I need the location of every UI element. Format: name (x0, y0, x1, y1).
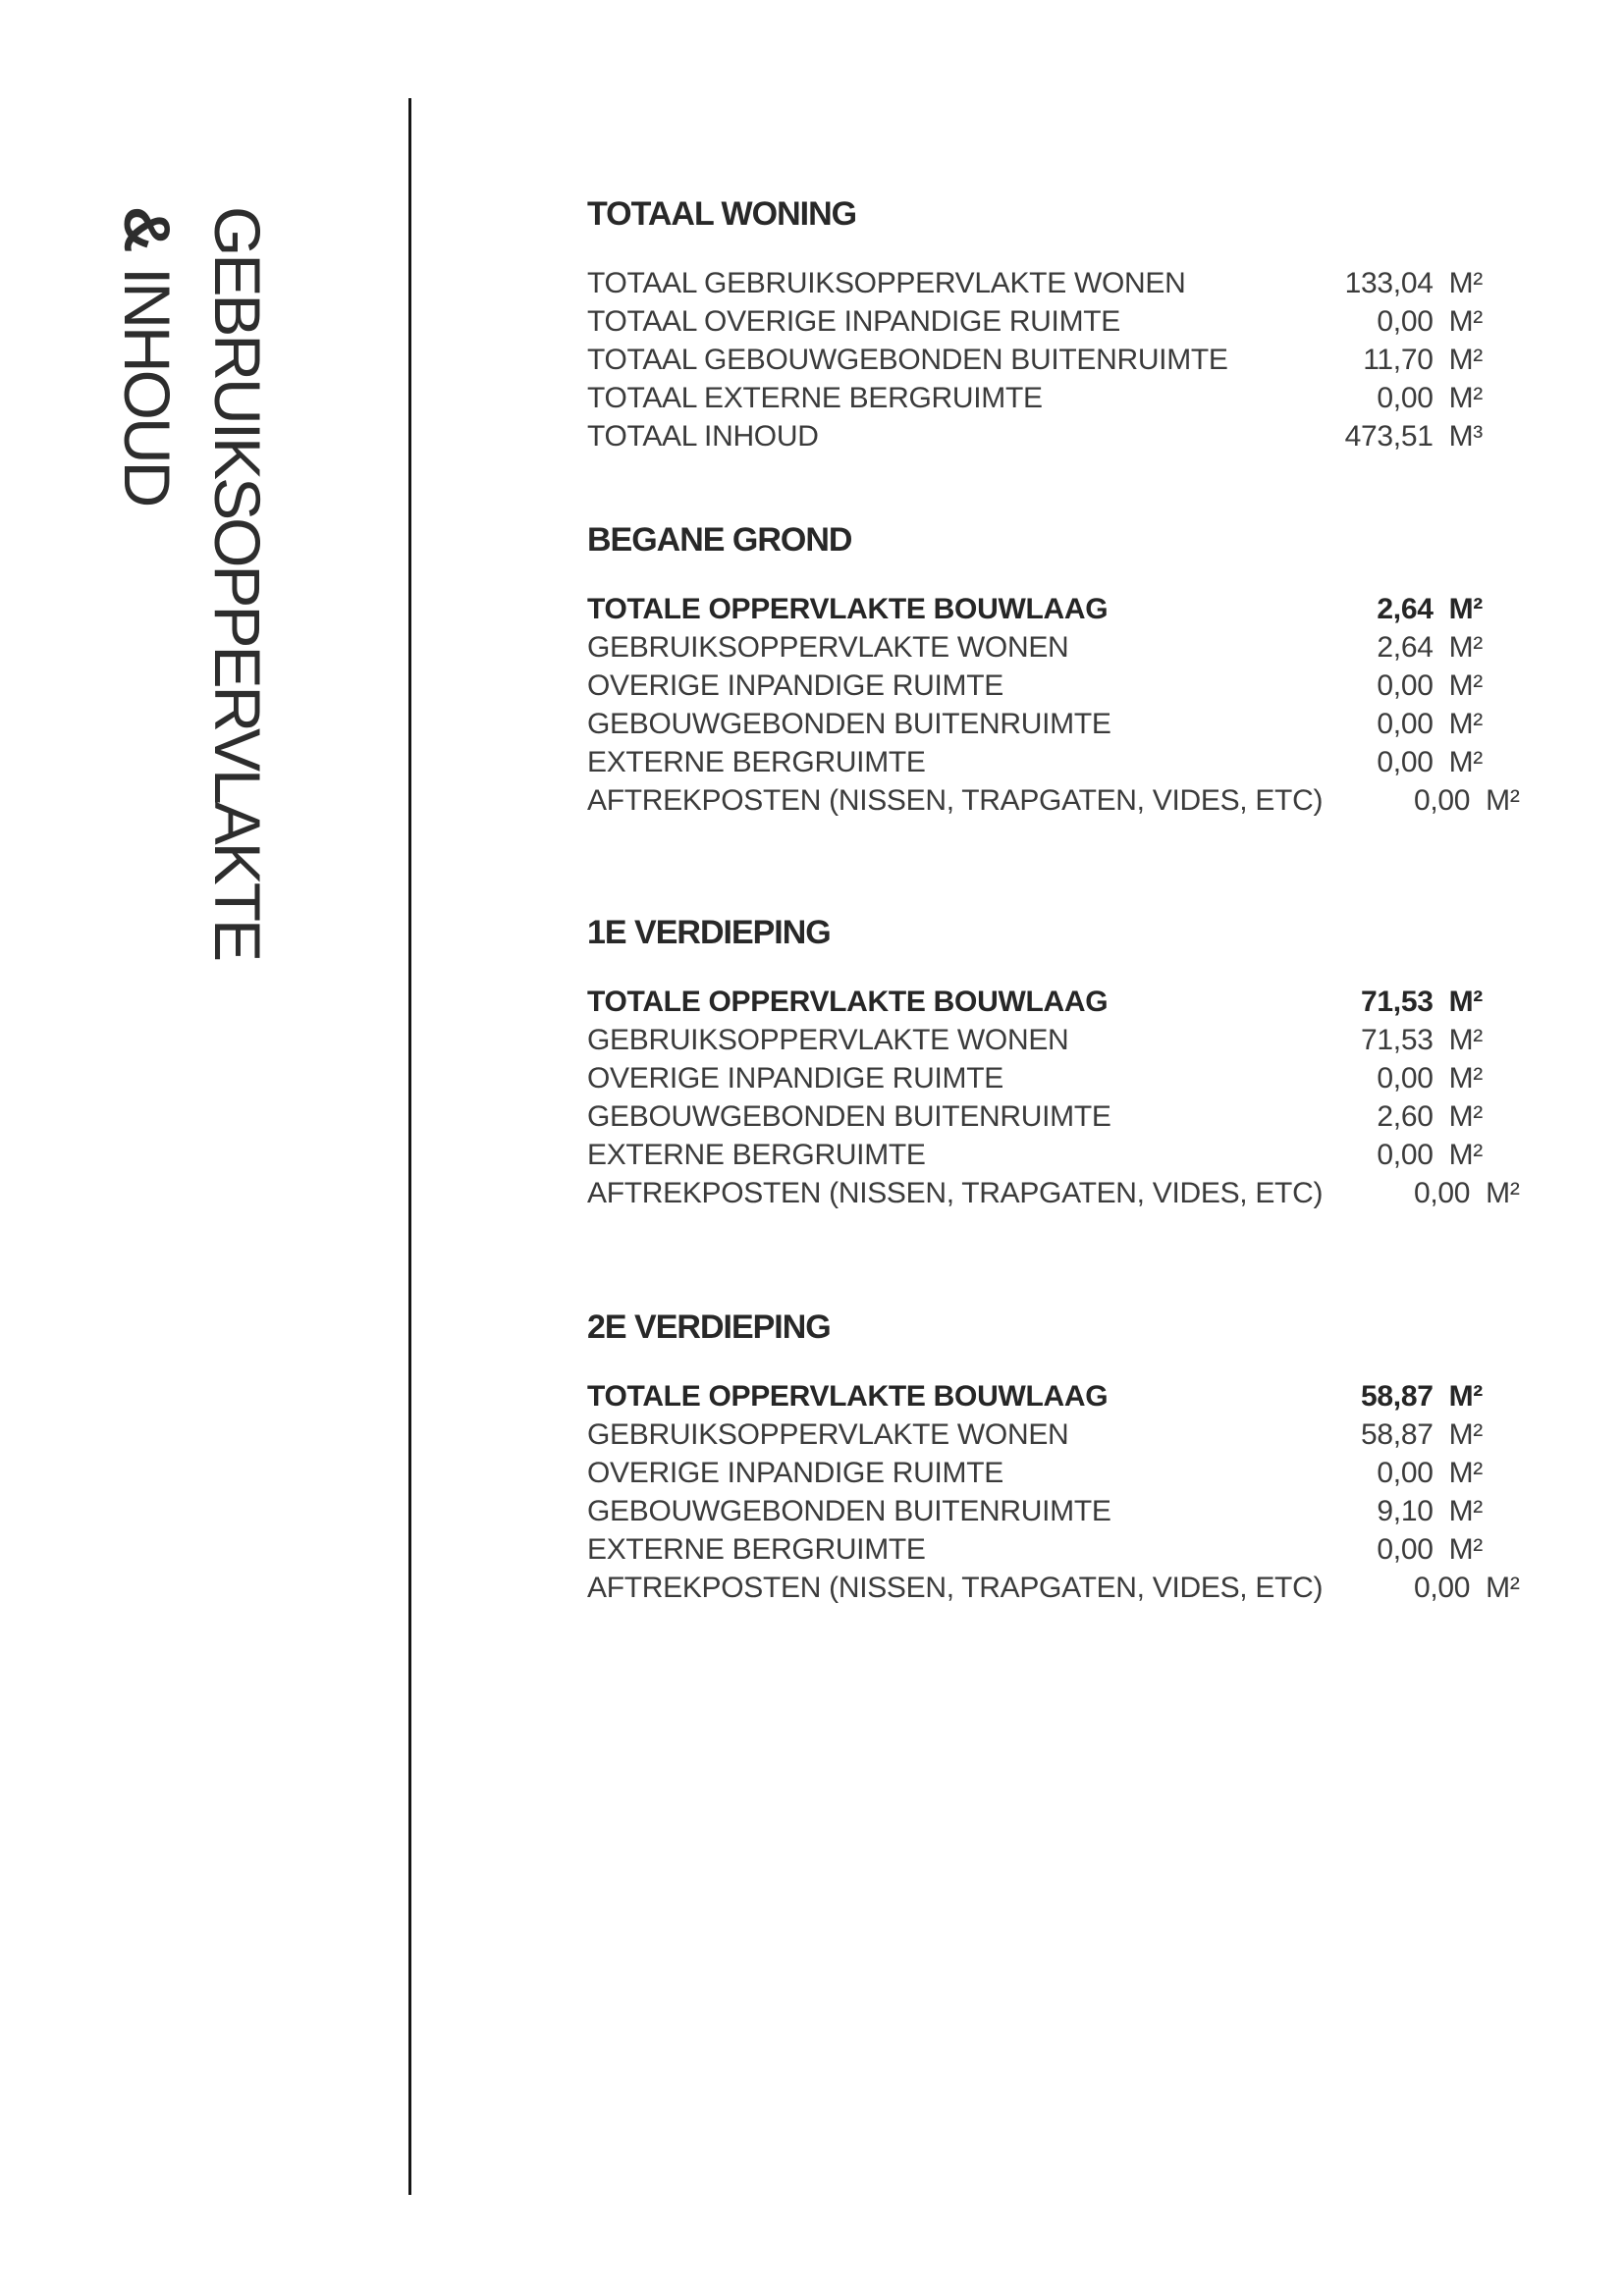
row-value: 11,70 (1363, 344, 1434, 376)
row-value: 2,64 (1377, 593, 1434, 625)
section-title: 2E VERDIEPING (587, 1308, 831, 1346)
section-begane-grond (587, 516, 1520, 820)
section-2e-verdieping (587, 1304, 1520, 1607)
row-value: 71,53 (1361, 1024, 1434, 1056)
table-row (587, 1569, 1520, 1607)
row-unit: M² (1448, 1100, 1483, 1133)
row-value: 2,64 (1377, 631, 1434, 664)
table-row (587, 1174, 1520, 1212)
row-value: 9,10 (1377, 1495, 1434, 1527)
row-value: 0,00 (1377, 669, 1434, 702)
row-label: TOTAAL GEBRUIKSOPPERVLAKTE WONEN (587, 267, 1186, 299)
row-value: 0,00 (1377, 1062, 1434, 1095)
row-label: OVERIGE INPANDIGE RUIMTE (587, 1457, 1003, 1489)
row-label: TOTAAL GEBOUWGEBONDEN BUITENRUIMTE (587, 344, 1228, 376)
row-value: 0,00 (1413, 1572, 1471, 1604)
row-label: TOTALE OPPERVLAKTE BOUWLAAG (587, 1380, 1109, 1413)
table-row (587, 781, 1520, 820)
row-unit: M² (1448, 1139, 1483, 1171)
row-label: TOTALE OPPERVLAKTE BOUWLAAG (587, 593, 1109, 625)
section-1e-verdieping (587, 909, 1520, 1212)
row-unit: M² (1448, 1062, 1483, 1095)
row-value: 58,87 (1361, 1418, 1434, 1451)
table-row (587, 1454, 1483, 1492)
row-label: GEBRUIKSOPPERVLAKTE WONEN (587, 1418, 1069, 1451)
section-title: 1E VERDIEPING (587, 914, 831, 951)
ampersand: & (111, 206, 184, 252)
row-unit: M² (1448, 1380, 1483, 1413)
row-value: 0,00 (1413, 784, 1471, 817)
table-row (587, 1097, 1483, 1136)
row-unit: M² (1486, 1177, 1520, 1209)
row-unit: M² (1448, 593, 1483, 625)
row-value: 0,00 (1377, 708, 1434, 740)
row-value: 58,87 (1361, 1380, 1434, 1413)
section-title: BEGANE GROND (587, 521, 852, 559)
table-row (587, 743, 1483, 781)
table-row (587, 1492, 1483, 1530)
row-label: GEBRUIKSOPPERVLAKTE WONEN (587, 631, 1069, 664)
side-title-line2 (102, 206, 192, 959)
side-title-line1: GEBRUIKSOPPERVLAKTE (201, 206, 274, 960)
row-label: OVERIGE INPANDIGE RUIMTE (587, 669, 1003, 702)
row-unit: M² (1448, 1418, 1483, 1451)
table-row (587, 1415, 1483, 1454)
row-unit: M² (1448, 746, 1483, 778)
table-row (587, 628, 1483, 667)
row-label: TOTAAL EXTERNE BERGRUIMTE (587, 382, 1043, 414)
row-label: OVERIGE INPANDIGE RUIMTE (587, 1062, 1003, 1095)
table-row (587, 379, 1483, 417)
row-unit: M³ (1448, 420, 1483, 453)
row-unit: M² (1486, 784, 1520, 817)
row-label: EXTERNE BERGRUIMTE (587, 1139, 926, 1171)
table-row (587, 264, 1483, 302)
table-row (587, 705, 1483, 743)
row-unit: M² (1448, 1024, 1483, 1056)
row-value: 2,60 (1377, 1100, 1434, 1133)
table-row (587, 1530, 1483, 1569)
row-value: 71,53 (1361, 986, 1434, 1018)
row-label: GEBOUWGEBONDEN BUITENRUIMTE (587, 708, 1111, 740)
row-label: TOTAAL OVERIGE INPANDIGE RUIMTE (587, 305, 1121, 338)
row-value: 0,00 (1377, 1457, 1434, 1489)
table-row (587, 302, 1483, 341)
table-row (587, 1021, 1483, 1059)
measurement-tables (587, 190, 1520, 1607)
table-row-total (587, 590, 1483, 628)
row-unit: M² (1448, 382, 1483, 414)
section-title: TOTAAL WONING (587, 195, 857, 233)
row-unit: M² (1448, 986, 1483, 1018)
row-label: GEBOUWGEBONDEN BUITENRUIMTE (587, 1495, 1111, 1527)
row-value: 0,00 (1377, 1533, 1434, 1566)
row-value: 473,51 (1344, 420, 1434, 453)
row-unit: M² (1448, 631, 1483, 664)
row-value: 0,00 (1377, 1139, 1434, 1171)
row-unit: M² (1448, 1533, 1483, 1566)
section-totaal-woning (587, 190, 1483, 455)
table-row-total (587, 983, 1483, 1021)
table-row (587, 1136, 1483, 1174)
row-value: 0,00 (1377, 382, 1434, 414)
row-label: AFTREKPOSTEN (NISSEN, TRAPGATEN, VIDES, ETC) (587, 784, 1324, 817)
row-label: TOTAAL INHOUD (587, 420, 819, 453)
row-unit: M² (1448, 1495, 1483, 1527)
row-value: 0,00 (1413, 1177, 1471, 1209)
row-unit: M² (1448, 1457, 1483, 1489)
table-row (587, 667, 1483, 705)
page-side-title (102, 206, 283, 959)
row-unit: M² (1448, 267, 1483, 299)
row-value: 0,00 (1377, 305, 1434, 338)
table-row (587, 417, 1483, 455)
row-label: AFTREKPOSTEN (NISSEN, TRAPGATEN, VIDES, ETC) (587, 1572, 1324, 1604)
row-label: EXTERNE BERGRUIMTE (587, 746, 926, 778)
row-label: GEBRUIKSOPPERVLAKTE WONEN (587, 1024, 1069, 1056)
row-value: 133,04 (1344, 267, 1434, 299)
row-unit: M² (1486, 1572, 1520, 1604)
vertical-divider-rule (408, 98, 411, 2195)
row-label: AFTREKPOSTEN (NISSEN, TRAPGATEN, VIDES, ETC) (587, 1177, 1324, 1209)
row-unit: M² (1448, 305, 1483, 338)
row-label: GEBOUWGEBONDEN BUITENRUIMTE (587, 1100, 1111, 1133)
side-title-line2-text: INHOUD (111, 251, 184, 506)
row-label: EXTERNE BERGRUIMTE (587, 1533, 926, 1566)
row-unit: M² (1448, 344, 1483, 376)
table-row (587, 341, 1483, 379)
row-label: TOTALE OPPERVLAKTE BOUWLAAG (587, 986, 1109, 1018)
row-unit: M² (1448, 669, 1483, 702)
table-row-total (587, 1377, 1483, 1415)
row-unit: M² (1448, 708, 1483, 740)
row-value: 0,00 (1377, 746, 1434, 778)
table-row (587, 1059, 1483, 1097)
